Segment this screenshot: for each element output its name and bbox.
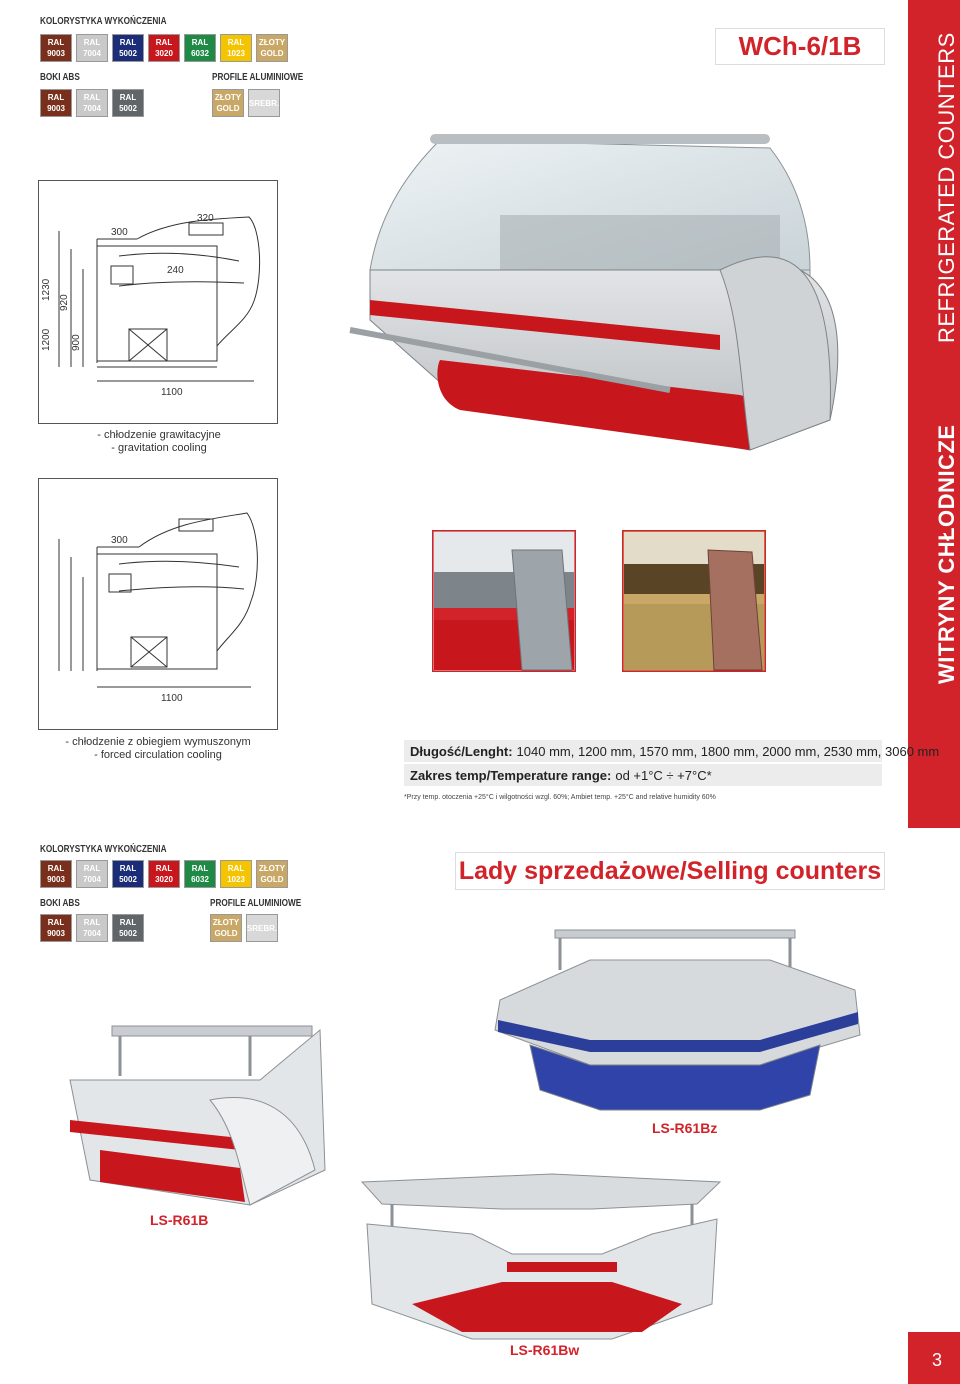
swatch-ral-9003: RAL 9003 [40,34,72,62]
dim-1100-forced: 1100 [161,693,183,704]
selling-counters-title: Lady sprzedażowe/Selling counters [455,852,885,890]
dim-900: 900 [71,334,82,351]
drawing-gravity [38,180,278,454]
dim-240: 240 [167,265,184,276]
swatch-ral-5002: RAL 5002 [112,34,144,62]
colors-heading-bottom: KOLORYSTYKA WYKOŃCZENIA [40,844,167,855]
swatch-gold-b: ZŁOTY GOLD [256,860,288,888]
dim-320: 320 [197,213,214,224]
counter-ls-r61bw-image [352,1164,732,1344]
profile-swatches [212,89,280,117]
swatch-profile-gold-b: ZŁOTY GOLD [210,914,242,942]
colors-heading: KOLORYSTYKA WYKOŃCZENIA [40,16,167,27]
swatch-ral-1023-b: RAL 1023 [220,860,252,888]
dim-300-forced: 300 [111,535,128,546]
dim-300: 300 [111,227,128,238]
dim-920: 920 [59,294,70,311]
swatch-side-9003-b: RAL 9003 [40,914,72,942]
swatch-side-5002: RAL 5002 [112,89,144,117]
swatch-profile-silver-b: SREBR. [246,914,278,942]
profiles-heading-bottom: PROFILE ALUMINIOWE [210,898,302,909]
side-swatches [40,89,144,117]
swatch-ral-1023: RAL 1023 [220,34,252,62]
label-ls-r61b: LS-R61B [150,1212,209,1228]
swatch-ral-3020: RAL 3020 [148,34,180,62]
caption-forced: - chłodzenie z obiegiem wymuszonym - forced circulation cooling [65,736,251,761]
counter-main-image [340,120,850,480]
gravity-drawing-svg [39,181,277,423]
side-text-pl: WITRYNY CHŁODNICZE [934,424,959,684]
color-swatches-bottom [40,860,288,888]
swatch-profile-silver: SREBR. [248,89,280,117]
swatch-side-9003: RAL 9003 [40,89,72,117]
dim-1100: 1100 [161,387,183,398]
label-ls-r61bz: LS-R61Bz [652,1120,718,1136]
swatch-side-5002-b: RAL 5002 [112,914,144,942]
swatch-ral-5002-b: RAL 5002 [112,860,144,888]
swatch-ral-6032: RAL 6032 [184,34,216,62]
profiles-heading: PROFILE ALUMINIOWE [212,72,304,83]
swatch-ral-6032-b: RAL 6032 [184,860,216,888]
profile-swatches-bottom [210,914,278,942]
swatch-side-7004: RAL 7004 [76,89,108,117]
counter-ls-r61b-image [60,1020,340,1210]
sides-heading-bottom: BOKI ABS [40,898,80,909]
side-text-en: REFRIGERATED COUNTERS [934,32,959,343]
model-title: WCh-6/1B [715,28,885,65]
dim-1200: 1200 [41,328,52,351]
drawing-forced [38,478,278,730]
detail-photo-gold [622,530,766,672]
label-ls-r61bw: LS-R61Bw [510,1342,580,1358]
spec-temperature: Zakres temp/Temperature range: od +1°C ÷ +7°C* [404,764,882,786]
page-number: 3 [932,1350,943,1370]
forced-drawing-svg [39,479,277,729]
caption-gravity: - chłodzenie grawitacyjne - gravitation cooling [97,429,221,454]
spec-note: *Przy temp. otoczenia +25°C i wilgotności wzgl. 60%; Ambiet temp. +25°C and relative humidity 60% [404,794,716,801]
color-swatches [40,34,288,62]
swatch-ral-7004-b: RAL 7004 [76,860,108,888]
swatch-gold: ZŁOTY GOLD [256,34,288,62]
side-swatches-bottom [40,914,144,942]
swatch-side-7004-b: RAL 7004 [76,914,108,942]
spec-length: Długość/Lenght: 1040 mm, 1200 mm, 1570 mm, 1800 mm, 2000 mm, 2530 mm, 3060 mm [404,740,882,762]
swatch-ral-7004: RAL 7004 [76,34,108,62]
counter-ls-r61bz-image [480,920,870,1116]
detail-photo-grey [432,530,576,672]
swatch-profile-gold: ZŁOTY GOLD [212,89,244,117]
sides-heading: BOKI ABS [40,72,80,83]
swatch-ral-3020-b: RAL 3020 [148,860,180,888]
dim-1230: 1230 [41,278,52,301]
swatch-ral-9003-b: RAL 9003 [40,860,72,888]
